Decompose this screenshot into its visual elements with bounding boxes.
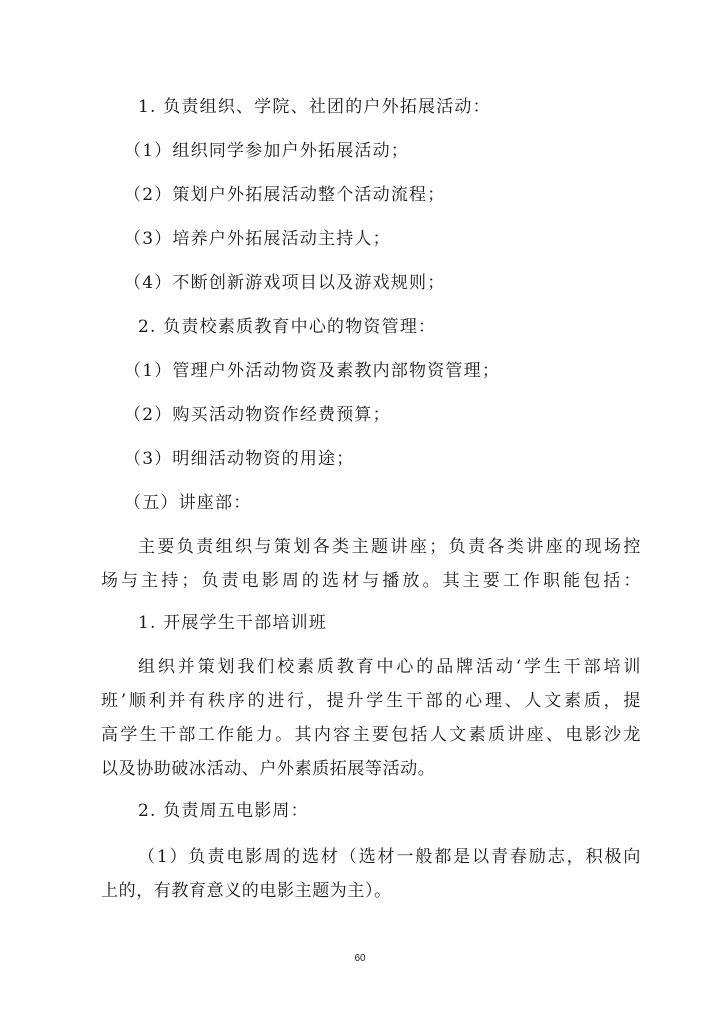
page-number: 60 — [354, 953, 366, 964]
paragraph-line: （1）负责电影周的选材（选材一般都是以青春励志，积极向 — [138, 847, 641, 867]
subsection-heading-training: 1. 开展学生干部培训班 — [138, 613, 328, 633]
section-heading-lecture-dept: （五）讲座部： — [124, 493, 252, 513]
list-item: （1）管理户外活动物资及素教内部物资管理； — [124, 361, 501, 381]
paragraph-line: 上的，有教育意义的电影主题为主）。 — [101, 881, 392, 901]
paragraph-line: 主要负责组织与策划各类主题讲座；负责各类讲座的现场控 — [138, 537, 641, 557]
paragraph-line: 班’顺利并有秩序的进行，提升学生干部的心理、人文素质，提 — [101, 691, 641, 711]
list-item: （4）不断创新游戏项目以及游戏规则； — [124, 273, 446, 293]
section-item-2-heading: 2. 负责校素质教育中心的物资管理： — [138, 317, 437, 337]
paragraph-line: 高学生干部工作能力。其内容主要包括人文素质讲座、电影沙龙 — [101, 725, 641, 745]
paragraph-line: 场与主持；负责电影周的选材与播放。其主要工作职能包括： — [101, 571, 641, 591]
list-item: （2）策划户外拓展活动整个活动流程； — [124, 185, 446, 205]
list-item: （2）购买活动物资作经费预算； — [124, 405, 391, 425]
subsection-heading-film-week: 2. 负责周五电影周： — [138, 801, 309, 821]
list-item: （3）明细活动物资的用途； — [124, 449, 355, 469]
paragraph-line: 组织并策划我们校素质教育中心的品牌活动‘学生干部培训 — [138, 657, 641, 677]
list-item: （3）培养户外拓展活动主持人； — [124, 229, 391, 249]
list-item: （1）组织同学参加户外拓展活动； — [124, 141, 410, 161]
paragraph-line: 以及协助破冰活动、户外素质拓展等活动。 — [101, 759, 436, 779]
section-item-1-heading: 1. 负责组织、学院、社团的户外拓展活动： — [138, 97, 491, 117]
